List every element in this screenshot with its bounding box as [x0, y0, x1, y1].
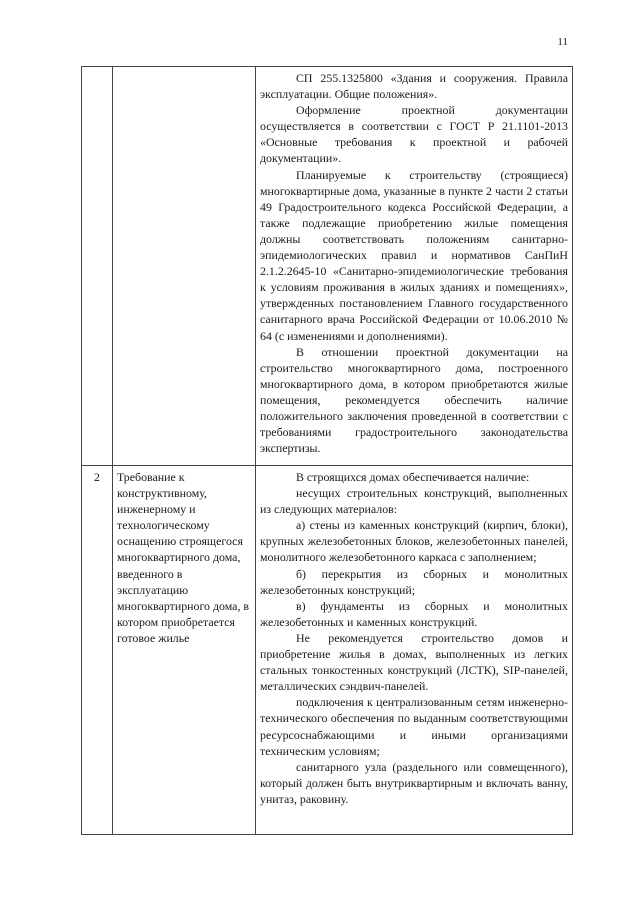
paragraph: санитарного узла (раздельного или совмещенного), который должен быть внутриквартирным и включать ванну, унитаз, раковину. — [260, 759, 568, 806]
paragraph: а) стены из каменных конструкций (кирпич, блоки), крупных железобетонных блоков, железобетонных панелей, монолитного железобетонного каркаса с заполнением; — [260, 518, 568, 565]
paragraph: СП 255.1325800 «Здания и сооружения. Правила эксплуатации. Общие положения». — [260, 71, 568, 102]
paragraph: В строящихся домах обеспечивается наличие: — [296, 470, 530, 484]
description-cell — [256, 466, 573, 835]
description-cell — [256, 67, 573, 466]
paragraph: В отношении проектной документации на строительство многоквартирного дома, построенного многоквартирного дома, в котором приобретаются жилые помещения, рекомендуется обеспечить наличие положительного заключения проведенной в соответствии с требованиями градостроительного законодательства экспертизы. — [260, 344, 568, 456]
row-number-cell: 2 — [82, 466, 113, 835]
requirement-cell — [113, 67, 256, 466]
paragraph: б) перекрытия из сборных и монолитных железобетонных конструкций; — [260, 566, 568, 597]
paragraph: подключения к централизованным сетям инженерно-технического обеспечения по выданным соответствующими ресурсоснабжающими и иными организациями техническим условиям; — [260, 695, 568, 758]
page-number: 11 — [557, 36, 568, 48]
table-row — [82, 466, 573, 835]
paragraph: несущих строительных конструкций, выполненных из следующих материалов: — [260, 486, 568, 517]
paragraph: Планируемые к строительству (строящиеся) многоквартирные дома, указанные в пункте 2 части 2 статьи 49 Градостроительного кодекса Российской Федерации, а также подлежащие приобретению жилые помещения должны соответствовать положениям санитарно-эпидемиологических правил и нормативов СанПиН 2.1.2.2645-10 «Санитарно-эпидемиологические требования к условиям проживания в жилых зданиях и помещениях», утвержденных постановлением Главного государственного санитарного врача Российской Федерации от 10.06.2010 № 64 (с изменениями и дополнениями). — [260, 167, 568, 343]
requirements-table — [81, 66, 573, 835]
paragraph: Оформление проектной документации осуществляется в соответствии с ГОСТ Р 21.1101-2013 «Основные требования к проектной и рабочей документации». — [260, 103, 568, 166]
paragraph: в) фундаменты из сборных и монолитных железобетонных и каменных конструкций. — [260, 598, 568, 629]
requirement-cell: Требование к конструктивному, инженерному и технологическому оснащению строящегося многоквартирного дома, введенного в эксплуатацию многоквартирного дома, в котором приобретается готовое жилье — [113, 466, 256, 835]
row-number-cell — [82, 67, 113, 466]
table-row — [82, 67, 573, 466]
paragraph: Не рекомендуется строительство домов и приобретение жилья в домах, выполненных из легких стальных тонкостенных конструкций (ЛСТК), SIP-панелей, металлических сэндвич-панелей. — [260, 630, 568, 694]
